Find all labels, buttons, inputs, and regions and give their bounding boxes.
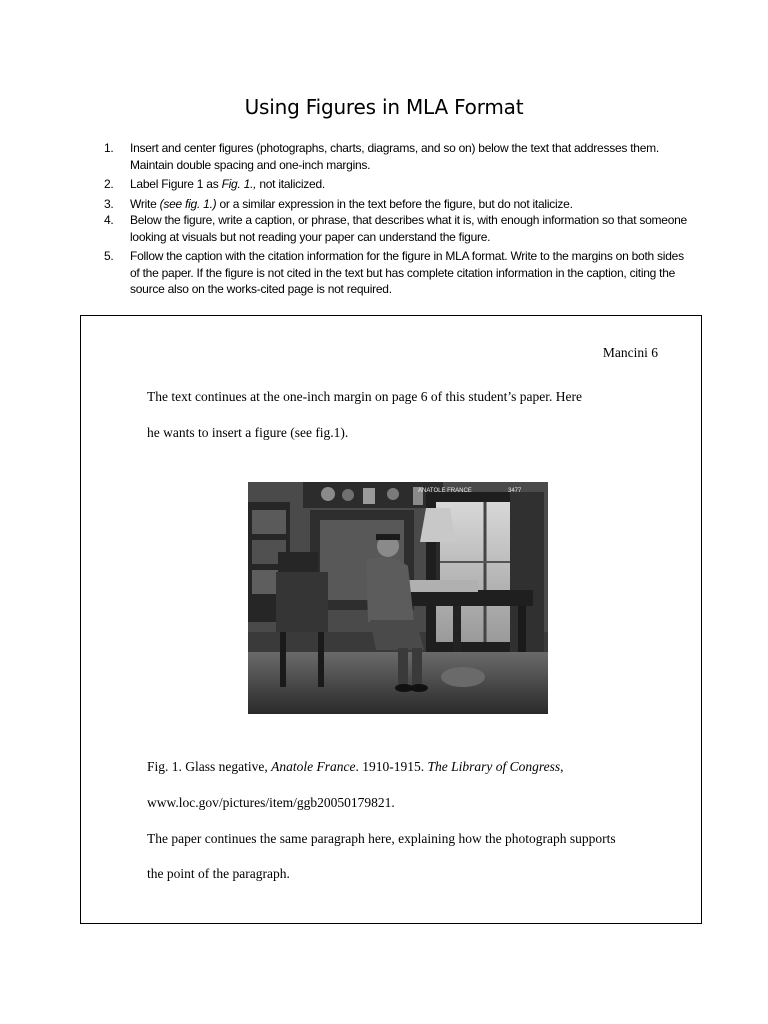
caption-prefix: Fig. 1. Glass negative, [147, 759, 272, 774]
instruction-number: 1. [104, 141, 114, 155]
body-text-line: The paper continues the same paragraph here, explaining how the photograph supports [147, 831, 616, 846]
instruction-text: Write [130, 196, 160, 211]
instruction-text: Insert and center figures (photographs, charts, diagrams, and so on) below the text that addresses them. Maintain double spacing and one-inch margins. [130, 141, 659, 172]
instruction-item [104, 196, 694, 213]
instruction-number: 3. [104, 196, 114, 211]
caption-dates: . 1910-1915. [355, 759, 428, 774]
instruction-text: Follow the caption with the citation information for the figure in MLA format. Write to the margins on both sides of the paper. If the figure is not cited in the text but has complete citation information in the caption, citing the source also on the works-cited page is not required. [130, 249, 684, 296]
page-title: Using Figures in MLA Format [244, 95, 524, 119]
figure-photograph [248, 482, 548, 714]
photo-plate-number: 3477 [508, 488, 522, 494]
instruction-text: Label Figure 1 as [130, 177, 222, 191]
photo-plate-label: ANATOLE FRANCE [418, 488, 472, 494]
instruction-item [104, 176, 694, 193]
instruction-emphasis: (see fig. 1.) [159, 196, 217, 211]
instruction-text: or a similar expression in the text before the figure, but do not italicize. [216, 196, 573, 211]
figure-caption [147, 759, 564, 775]
sample-page [80, 315, 702, 924]
instruction-item [104, 212, 694, 245]
instruction-number: 5. [104, 249, 114, 263]
instruction-number: 4. [104, 213, 114, 227]
body-text-line: he wants to insert a figure (see fig.1). [147, 425, 349, 440]
caption-comma: , [560, 759, 564, 774]
instruction-text: not italicized. [256, 177, 325, 191]
caption-url: www.loc.gov/pictures/item/ggb20050179821. [147, 795, 395, 810]
instruction-number: 2. [104, 177, 114, 191]
instruction-item [104, 140, 694, 173]
caption-source: The Library of Congress [427, 759, 561, 774]
caption-work-title: Anatole France [271, 759, 356, 774]
running-head: Mancini 6 [602, 345, 658, 360]
photo-illustration [248, 482, 548, 714]
body-text-line: the point of the paragraph. [147, 866, 290, 881]
instruction-list [104, 140, 694, 301]
instruction-item [104, 248, 694, 298]
instruction-emphasis: Fig. 1., [221, 177, 257, 191]
body-text-line: The text continues at the one-inch margin on page 6 of this student’s paper. Here [147, 389, 583, 404]
instruction-text: Below the figure, write a caption, or phrase, that describes what it is, with enough information so that someone looking at visuals but not reading your paper can understand the figure. [130, 213, 687, 244]
